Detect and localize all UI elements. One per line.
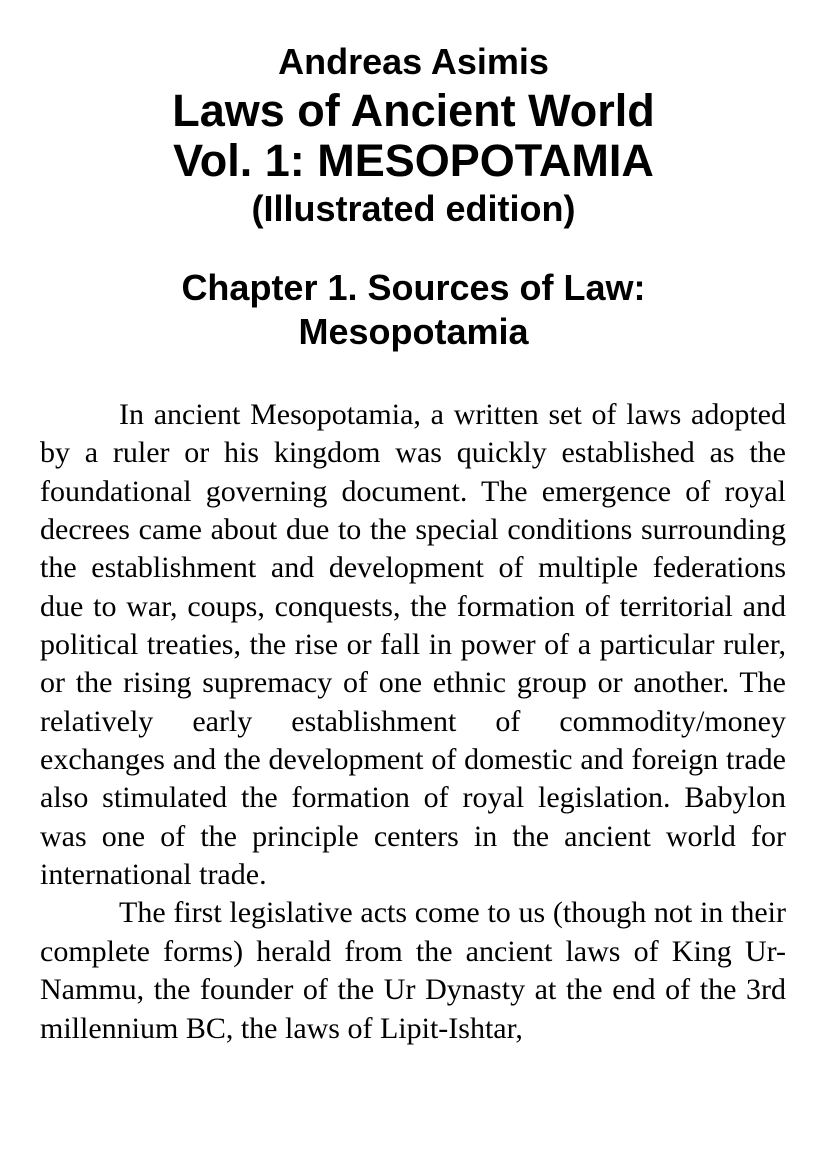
paragraph-1: In ancient Mesopotamia, a written set of laws adopted by a ruler or his kingdom was quickly established as the foundational governing document. The emergence of royal decrees came about due to the special conditions surrounding the establishment and development of multiple federations due to war, coups, conquests, the formation of territorial and political treaties, the rise or fall in power of a particular ruler, or the rising supremacy of one ethnic group or another. The relatively early establishment of commodity/money exchanges and the development of domestic and foreign trade also stimulated the formation of royal legislation. Babylon was one of the principle centers in the ancient world for international trade.	[40, 398, 786, 892]
edition-note: (Illustrated edition)	[251, 188, 576, 229]
chapter-body	[40, 396, 786, 1048]
author-name: Andreas Asimis	[278, 41, 549, 82]
volume-title: Vol. 1: MESOPOTAMIA	[173, 135, 654, 186]
book-title: Laws of Ancient World	[172, 85, 655, 136]
chapter-heading	[0, 266, 827, 354]
chapter-heading-line-2: Mesopotamia	[298, 311, 529, 352]
paragraph-2: The first legislative acts come to us (though not in their complete forms) herald from the ancient laws of King Ur-Nammu, the founder of the Ur Dynasty at the end of the 3rd millennium BC, the laws of Lipit-Ishtar,	[40, 896, 786, 1045]
chapter-heading-line-1: Chapter 1. Sources of Law:	[181, 267, 646, 308]
